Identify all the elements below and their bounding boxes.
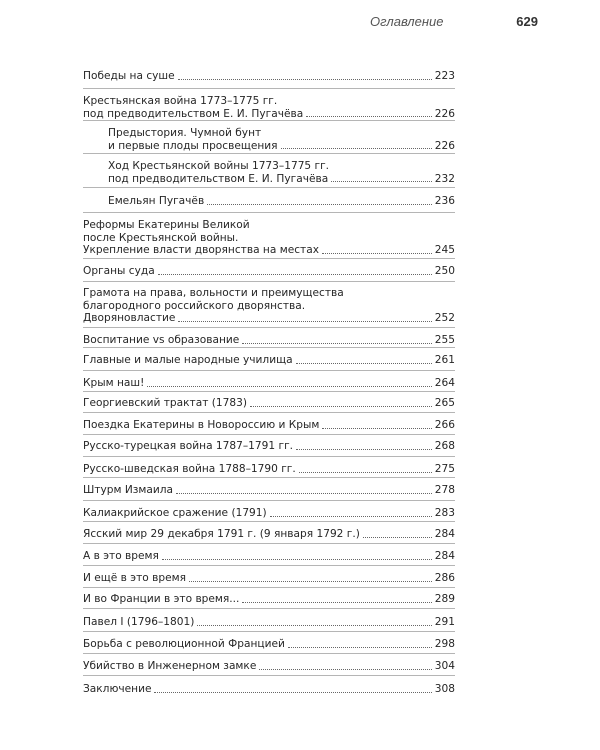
toc-entry[interactable] (83, 377, 455, 390)
toc-page-number: 298 (434, 638, 455, 650)
divider-rule (83, 543, 455, 544)
toc-entry-title-line: Крестьянская война 1773–1775 гг. (83, 95, 278, 107)
toc-entry-last-line (83, 616, 455, 629)
divider-rule (83, 88, 455, 89)
dot-leader (154, 692, 431, 693)
toc-entry[interactable] (83, 334, 455, 347)
dot-leader (288, 647, 432, 648)
dot-leader (207, 204, 432, 205)
toc-page-number: 261 (434, 354, 455, 366)
toc-page-number: 268 (434, 440, 455, 452)
dot-leader (176, 493, 432, 494)
toc-page-number: 304 (434, 660, 455, 672)
toc-entry-title-line: Павел I (1796–1801) (83, 616, 195, 628)
divider-rule (83, 675, 455, 676)
toc-page-number: 226 (434, 107, 455, 120)
toc-entry[interactable] (83, 593, 455, 606)
divider-rule (83, 120, 455, 121)
toc-entry[interactable] (108, 127, 455, 152)
dot-leader (178, 321, 431, 322)
toc-entry[interactable] (83, 354, 455, 367)
dot-leader (322, 253, 432, 254)
toc-entry[interactable] (83, 287, 455, 325)
toc-page-number: 252 (434, 312, 455, 324)
toc-entry-last-line (83, 377, 455, 390)
toc-entry-last-line (83, 550, 455, 563)
divider-rule (83, 412, 455, 413)
toc-page-number: 308 (434, 683, 455, 695)
toc-entry-title-line: Борьба с революционной Францией (83, 638, 285, 650)
toc-entry-title-line: Реформы Екатерины Великой (83, 219, 250, 231)
dot-leader (322, 428, 431, 429)
toc-entry-title-line: Предыстория. Чумной бунт (108, 127, 262, 139)
toc-entry-title-line: Емельян Пугачёв (108, 195, 205, 207)
divider-rule (83, 587, 455, 588)
toc-entry[interactable] (83, 660, 455, 673)
toc-entry-title-line: Победы на суше (83, 70, 175, 82)
toc-entry-title-line: Главные и малые народные училища (83, 354, 293, 366)
divider-rule (83, 608, 455, 609)
divider-rule (83, 212, 455, 213)
toc-entry-title-line: Укрепление власти дворянства на местах (83, 244, 319, 256)
toc-page-number: 250 (434, 265, 455, 277)
toc-entry-last-line (108, 173, 455, 186)
toc-entry[interactable] (83, 397, 455, 410)
toc-page-number: 265 (434, 397, 455, 409)
toc-entry[interactable] (83, 95, 455, 120)
toc-page-number: 255 (434, 334, 455, 346)
toc-entry-title-line: Поездка Екатерины в Новороссию и Крым (83, 419, 320, 431)
toc-entry-last-line (108, 140, 455, 153)
toc-page-number: 286 (434, 572, 455, 584)
section-title: Оглавление (370, 14, 444, 29)
toc-page-number: 289 (434, 593, 455, 605)
dot-leader (363, 537, 432, 538)
toc-entry-last-line (83, 660, 455, 673)
toc-entry[interactable] (83, 683, 455, 696)
divider-rule (83, 258, 455, 259)
toc-entry-last-line (83, 397, 455, 410)
toc-entry-title-line: Крым наш! (83, 377, 145, 389)
toc-entry-title-line: Заключение (83, 683, 152, 695)
toc-entry-last-line (83, 265, 455, 278)
toc-page-number: 266 (434, 419, 455, 431)
toc-entry[interactable] (83, 528, 455, 541)
toc-entry-title-line: под предводительством Е. И. Пугачёва (83, 107, 304, 120)
toc-entry-last-line (83, 463, 455, 476)
dot-leader (296, 363, 432, 364)
dot-leader (299, 472, 432, 473)
toc-entry[interactable] (83, 550, 455, 563)
dot-leader (250, 406, 432, 407)
divider-rule (83, 521, 455, 522)
toc-entry-title-line: Георгиевский трактат (1783) (83, 397, 247, 409)
toc-entry[interactable] (83, 440, 455, 453)
page-number: 629 (516, 14, 538, 29)
toc-entry-last-line (83, 244, 455, 257)
toc-entry[interactable] (108, 160, 455, 185)
toc-entry-title-line: Штурм Измаила (83, 484, 174, 496)
toc-entry-last-line (83, 440, 455, 453)
toc-entry[interactable] (83, 463, 455, 476)
toc-page-number: 245 (434, 244, 455, 256)
divider-rule (83, 631, 455, 632)
dot-leader (270, 516, 432, 517)
toc-entry-title-line: Русско-шведская война 1788–1790 гг. (83, 463, 296, 475)
toc-entry-last-line (83, 484, 455, 497)
toc-entry-title-line: А в это время (83, 550, 159, 562)
toc-entry-title-line: Органы суда (83, 265, 155, 277)
toc-entry-last-line (83, 334, 455, 347)
toc-entry-title-line: Дворяновластие (83, 312, 176, 324)
dot-leader (147, 386, 431, 387)
toc-entry-title-line: после Крестьянской войны. (83, 231, 239, 244)
toc-entry-last-line (83, 572, 455, 585)
toc-entry[interactable] (83, 70, 455, 83)
dot-leader (259, 669, 431, 670)
toc-page-number: 226 (434, 139, 455, 152)
divider-rule (83, 391, 455, 392)
toc-entry-title-line: Русско-турецкая война 1787–1791 гг. (83, 440, 294, 452)
divider-rule (83, 187, 455, 188)
dot-leader (158, 274, 432, 275)
dot-leader (178, 79, 432, 80)
toc-entry-last-line (83, 70, 455, 83)
divider-rule (83, 456, 455, 457)
toc-entry[interactable] (83, 419, 455, 432)
divider-rule (83, 347, 455, 348)
dot-leader (242, 343, 431, 344)
toc-page-number: 232 (434, 172, 455, 185)
toc-entry-last-line (83, 419, 455, 432)
toc-entry-title-line: Убийство в Инженерном замке (83, 660, 257, 672)
dot-leader (189, 581, 432, 582)
toc-entry-title-line: Ход Крестьянской войны 1773–1775 гг. (108, 160, 330, 172)
toc-entry[interactable] (83, 638, 455, 651)
toc-entry-title-line: благородного российского дворянства. (83, 299, 306, 312)
toc-entry-title-line: Грамота на права, вольности и преимущества (83, 287, 344, 299)
divider-rule (83, 370, 455, 371)
toc-entry-last-line (83, 683, 455, 696)
toc-entry-last-line (83, 312, 455, 325)
divider-rule (83, 281, 455, 282)
toc-page-number: 291 (434, 616, 455, 628)
toc-entry-title-line: и первые плоды просвещения (108, 139, 278, 152)
toc-entry-last-line (83, 507, 455, 520)
divider-rule (83, 434, 455, 435)
dot-leader (306, 116, 432, 117)
dot-leader (331, 181, 432, 182)
toc-entry[interactable] (83, 616, 455, 629)
toc-entry[interactable] (108, 195, 455, 208)
toc-entry[interactable] (83, 572, 455, 585)
toc-page-number: 275 (434, 463, 455, 475)
dot-leader (281, 148, 432, 149)
toc-page-number: 284 (434, 528, 455, 540)
toc-page-number: 284 (434, 550, 455, 562)
divider-rule (83, 565, 455, 566)
running-head (0, 14, 600, 36)
toc-page-number: 264 (434, 377, 455, 389)
toc-entry-last-line (83, 638, 455, 651)
toc-entry-title-line: Ясский мир 29 декабря 1791 г. (9 января 1792 г.) (83, 528, 360, 540)
toc-page-number: 283 (434, 507, 455, 519)
toc-entry-last-line (83, 593, 455, 606)
toc-entry-title-line: под предводительством Е. И. Пугачёва (108, 172, 329, 185)
divider-rule (83, 500, 455, 501)
divider-rule (83, 327, 455, 328)
dot-leader (242, 602, 431, 603)
toc-entry[interactable] (83, 484, 455, 497)
toc-entry[interactable] (83, 265, 455, 278)
toc-entry-title-line: Калиакрийское сражение (1791) (83, 507, 267, 519)
toc-entry-title-line: Воспитание vs образование (83, 334, 240, 346)
dot-leader (197, 625, 431, 626)
toc-entry-last-line (83, 108, 455, 121)
toc-entry-last-line (83, 354, 455, 367)
toc-entry-last-line (83, 528, 455, 541)
toc-entry-last-line (108, 195, 455, 208)
toc-page-number: 223 (434, 70, 455, 82)
dot-leader (296, 449, 432, 450)
toc-entry-title-line: И ещё в это время (83, 572, 186, 584)
divider-rule (83, 153, 455, 154)
toc-entry[interactable] (83, 507, 455, 520)
divider-rule (83, 477, 455, 478)
dot-leader (162, 559, 432, 560)
toc-page-number: 278 (434, 484, 455, 496)
toc-entry[interactable] (83, 219, 455, 257)
divider-rule (83, 653, 455, 654)
toc-entry-title-line: И во Франции в это время... (83, 593, 240, 605)
toc-page-number: 236 (434, 195, 455, 207)
